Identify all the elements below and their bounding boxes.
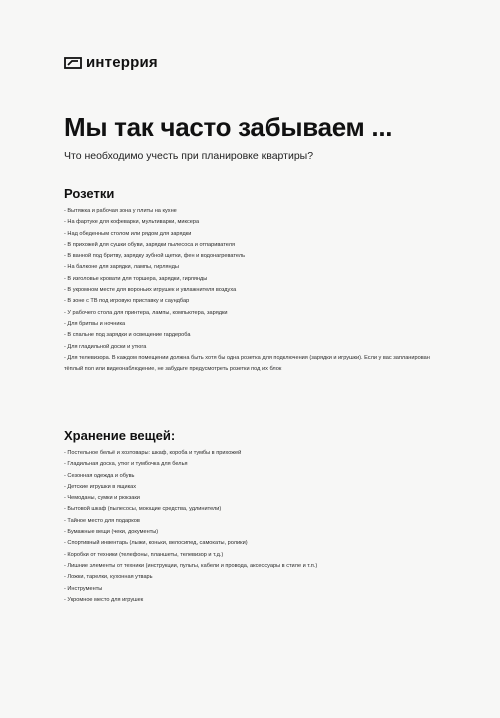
page-title: Мы так часто забываем ... — [64, 112, 393, 142]
brand-logo — [64, 54, 158, 71]
section-heading-outlets: Розетки — [64, 186, 115, 201]
list-item: - Бумажные вещи (чеки, документы) — [64, 529, 159, 536]
outlets-list — [64, 206, 436, 375]
list-item: - В укромном месте для вороньих игрушек и увлажнителя воздуха — [64, 287, 237, 294]
list-item: - Для телевизора. В каждом помещении должна быть хотя бы одна розетка для подключения (зарядки и игрушки). Если у вас запланирован тёплый пол или видеонаблюдение, не забудьте предусмотреть розетки под их блок — [64, 354, 430, 373]
list-item: - В ванной под бритву, зарядку зубной щетки, фен и водонагреватель — [64, 253, 246, 260]
brand-name: интеррия — [86, 54, 158, 71]
list-item: - Бытовой шкаф (пылесосы, моющие средства, удлинители) — [64, 506, 222, 513]
brand-logo-icon — [64, 57, 82, 69]
list-item: - На фартуке для кофеварки, мультиварки, миксера — [64, 219, 200, 226]
list-item: - Коробки от техники (телефоны, планшеты, телевизор и т.д.) — [64, 551, 224, 558]
list-item: - Инструменты — [64, 585, 103, 592]
list-item: - Чемоданы, сумки и рюкзаки — [64, 495, 140, 502]
list-item: - Сезонная одежда и обувь — [64, 472, 135, 479]
list-item: - У рабочего стола для принтера, лампы, компьютера, зарядки — [64, 309, 228, 316]
list-item: - Вытяжка и рабочая зона у плиты на кухне — [64, 208, 177, 214]
list-item: - Гладильная доска, утюг и тумбочка для белья — [64, 461, 188, 468]
list-item: - Спортивный инвентарь (лыжи, коньки, велосипед, самокаты, ролики) — [64, 540, 248, 547]
list-item: - В спальне под зарядки и освещение гардероба — [64, 332, 191, 339]
list-item: - Тайное место для подарков — [64, 517, 140, 524]
list-item: - Постельное бельё и хозтовары: шкаф, короба и тумбы в прихожей — [64, 450, 242, 456]
list-item: - Лишние элементы от техники (инструкции, пульты, кабели и провода, аксессуары в стиле и т.п.) — [64, 562, 318, 569]
list-item: - Ложки, тарелки, кухонная утварь — [64, 574, 153, 581]
list-item: - Для бритвы и ночника — [64, 320, 126, 327]
list-item: - В прихожей для сушки обуви, зарядки пылесоса и отпаривателя — [64, 241, 236, 248]
list-item: - На балконе для зарядки, лампы, гирлянды — [64, 264, 179, 271]
list-item: - Укромное место для игрушек — [64, 596, 144, 603]
list-item: - Детские игрушки в ящиках — [64, 483, 137, 490]
section-heading-storage: Хранение вещей: — [64, 428, 176, 443]
page-subtitle: Что необходимо учесть при планировке квартиры? — [64, 150, 314, 162]
list-item: - В изголовье кровати для торшера, зарядки, гирлянды — [64, 275, 208, 282]
storage-list — [64, 448, 436, 606]
list-item: - В зоне с ТВ под игровую приставку и саундбар — [64, 298, 190, 305]
list-item: - Для гладильной доски и утюга — [64, 343, 147, 350]
list-item: - Над обеденным столом или рядом для зарядки — [64, 230, 192, 237]
